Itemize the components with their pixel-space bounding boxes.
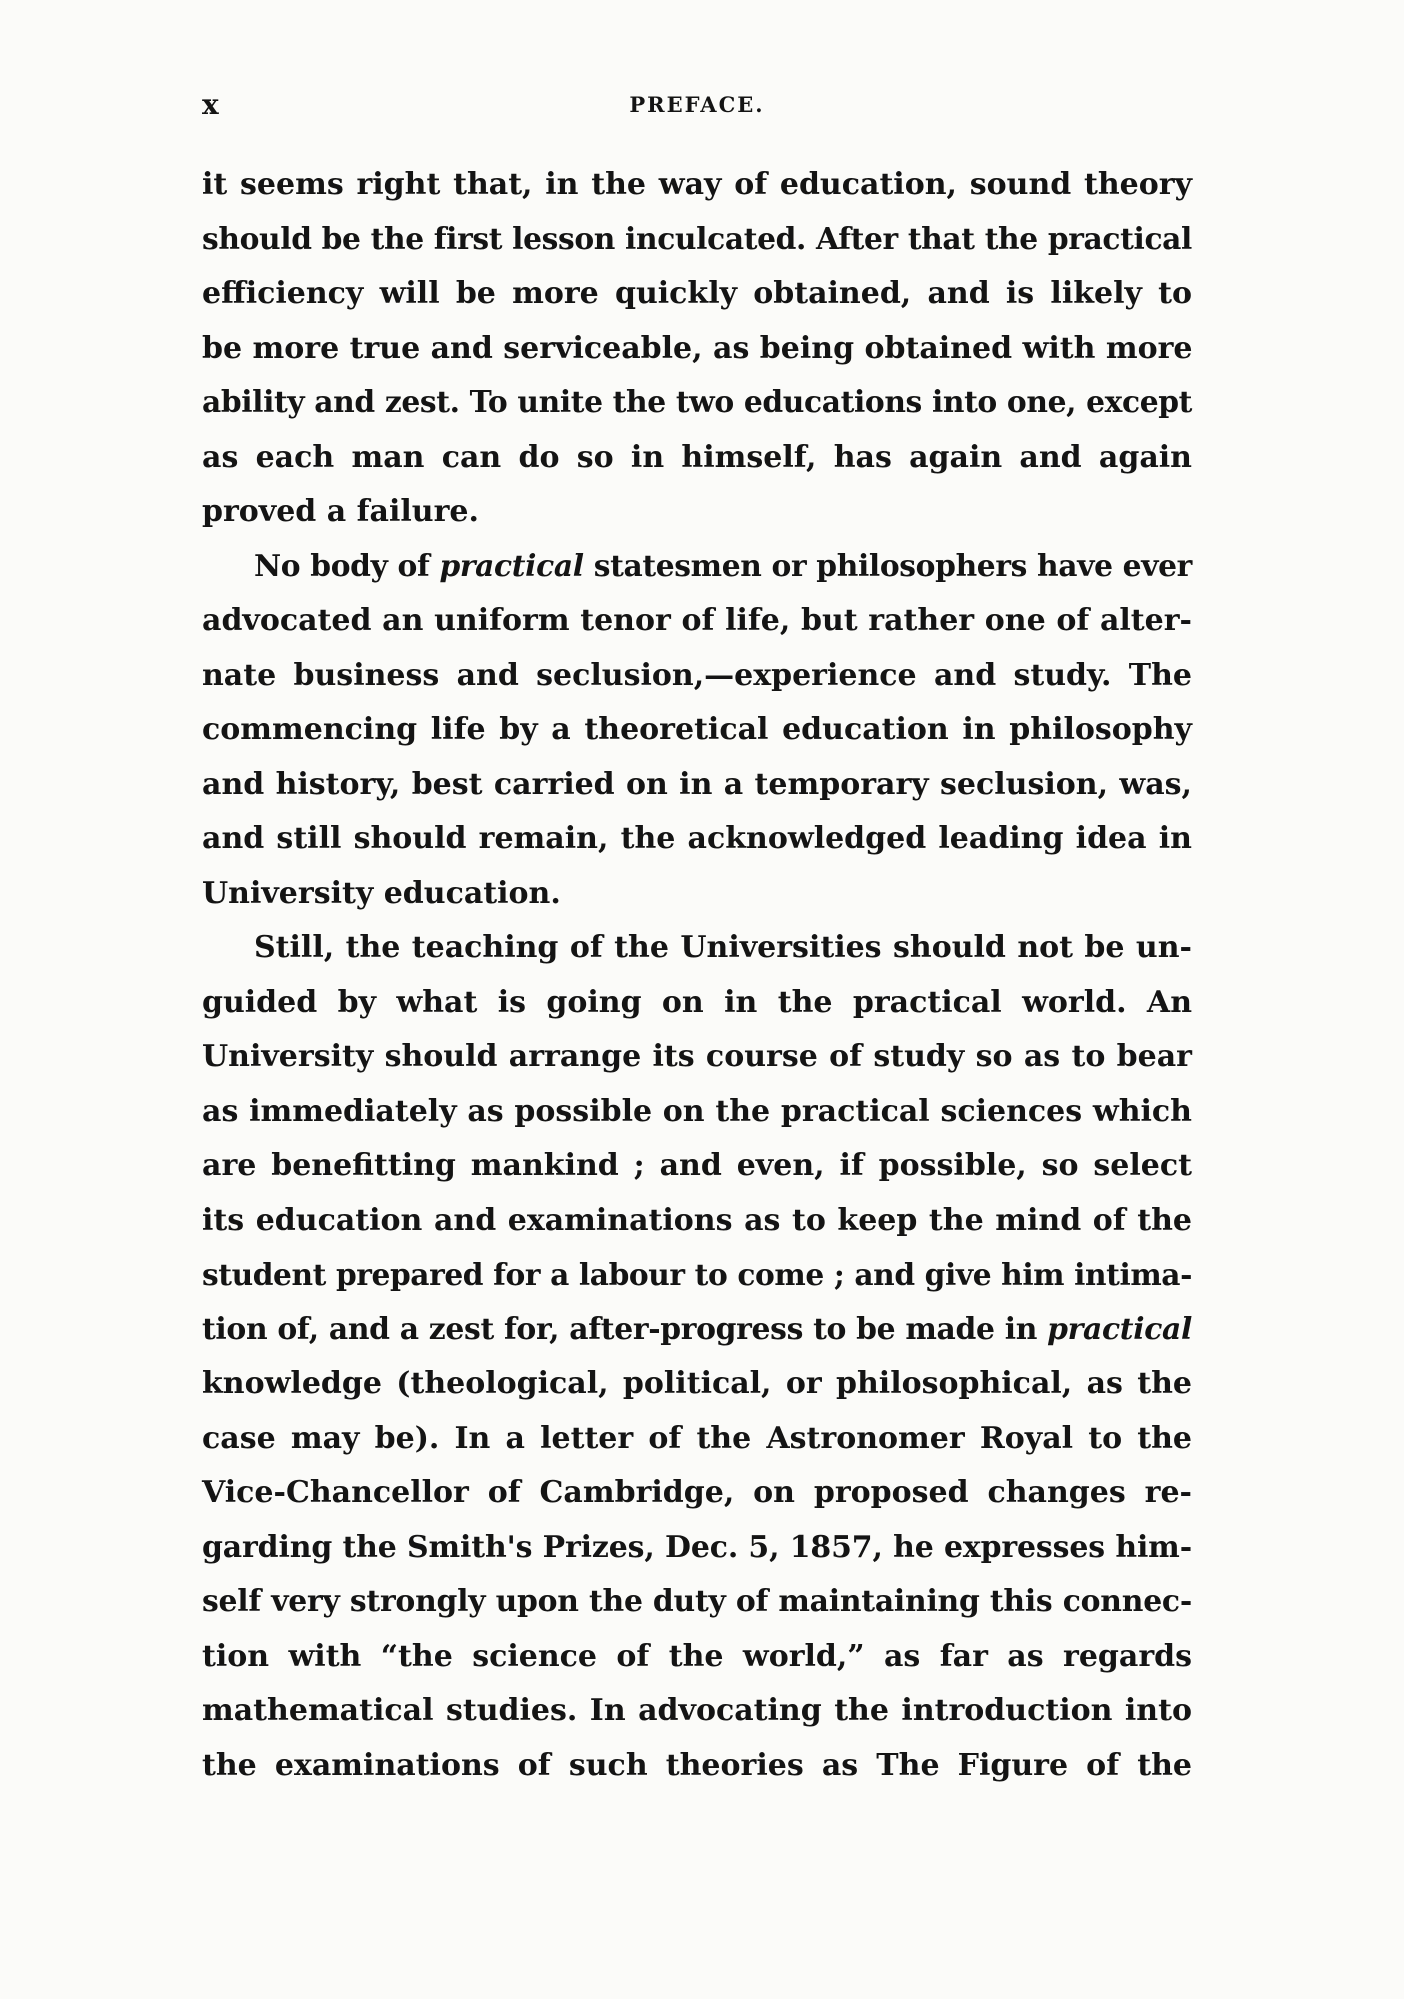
text-line: University should arrange its course of study so as to bear: [202, 1039, 1192, 1074]
text-line: nate business and seclusion,—experience and study. The: [202, 657, 1192, 693]
text-line: University education.: [202, 875, 561, 911]
text-line: commencing life by a theoretical education in philosophy: [202, 712, 1192, 747]
text-line: garding the Smith's Prizes, Dec. 5, 1857, he expresses him-: [202, 1529, 1192, 1565]
text-line: ability and zest. To unite the two educations into one, except: [202, 385, 1192, 420]
text-line: efficiency will be more quickly obtained, and is likely to: [202, 276, 1192, 311]
text-segment: statesmen or philosophers have ever: [583, 548, 1192, 584]
running-head: [202, 88, 1192, 128]
text-line: case may be). In a letter of the Astronomer Royal to the: [202, 1420, 1192, 1456]
text-line: mathematical studies. In advocating the introduction into: [202, 1693, 1192, 1728]
text-line: [202, 1303, 1192, 1358]
text-segment: tion of, and a zest for, after-progress to be made in: [202, 1311, 1048, 1347]
text-line: Still, the teaching of the Universities should not be un-: [254, 930, 1192, 965]
text-line: the examinations of such theories as The Figure of the: [202, 1747, 1192, 1783]
italic-text: practical: [439, 548, 584, 584]
text-line: Vice-Chancellor of Cambridge, on proposed changes re-: [202, 1475, 1192, 1510]
text-line: be more true and serviceable, as being obtained with more: [202, 330, 1193, 366]
text-line: guided by what is going on in the practical world. An: [202, 984, 1192, 1020]
text-segment: No body of: [254, 548, 440, 584]
italic-text: practical: [1047, 1311, 1192, 1347]
text-line: its education and examinations as to keep the mind of the: [202, 1202, 1192, 1238]
text-line: self very strongly upon the duty of maintaining this connec-: [202, 1584, 1192, 1619]
text-line: tion with “the science of the world,” as far as regards: [202, 1638, 1192, 1674]
text-line: it seems right that, in the way of education, sound theory: [202, 167, 1192, 202]
body-text: [202, 158, 1192, 1793]
text-line: advocated an uniform tenor of life, but rather one of alter-: [202, 603, 1192, 638]
text-line: as immediately as possible on the practical sciences which: [202, 1093, 1192, 1129]
text-line: as each man can do so in himself, has again and again: [202, 439, 1192, 475]
text-line: should be the first lesson inculcated. After that the practical: [202, 221, 1192, 257]
text-line: and still should remain, the acknowledged leading idea in: [202, 821, 1192, 856]
running-title: PREFACE.: [629, 92, 765, 117]
text-line: student prepared for a labour to come ; and give him intima-: [202, 1257, 1192, 1292]
text-line: proved a failure.: [202, 494, 479, 529]
text-line: knowledge (theological, political, or philosophical, as the: [202, 1366, 1192, 1401]
text-line: [202, 540, 1192, 595]
text-line: are benefitting mankind ; and even, if possible, so select: [202, 1148, 1192, 1183]
text-line: and history, best carried on in a temporary seclusion, was,: [202, 766, 1192, 802]
page-number: x: [202, 88, 220, 121]
